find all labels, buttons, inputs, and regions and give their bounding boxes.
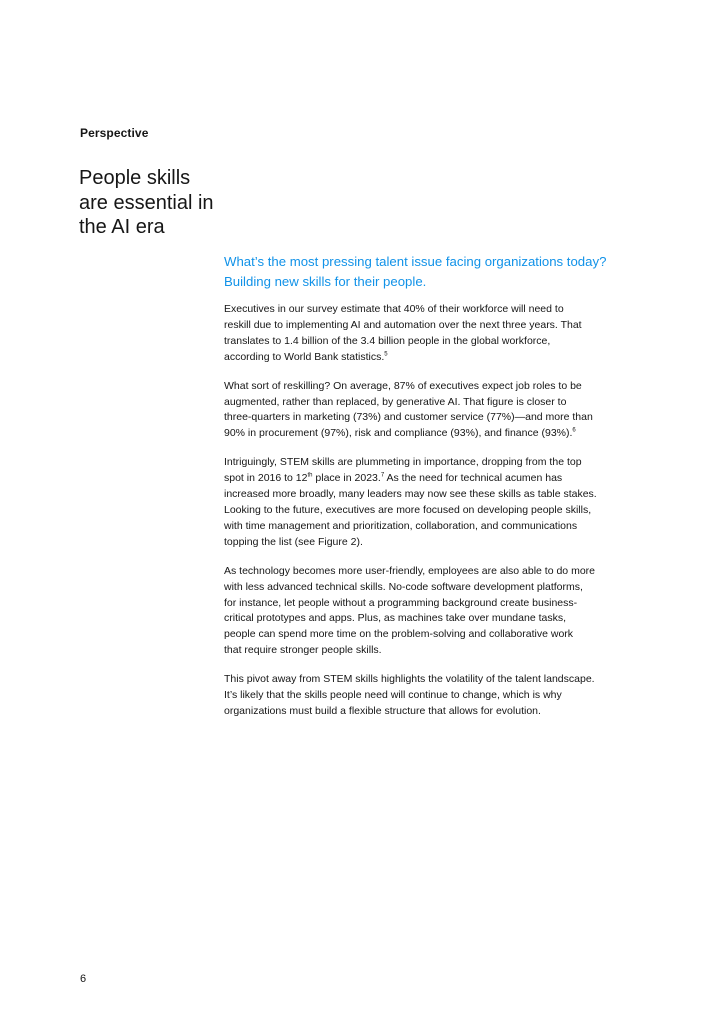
page-title — [79, 166, 229, 240]
text-line — [224, 471, 624, 487]
text-line — [224, 350, 624, 366]
paragraph-talent-volatility — [224, 672, 624, 720]
text-line: critical prototypes and apps. Plus, as machines take over mundane tasks, — [224, 612, 567, 625]
text-line: with less advanced technical skills. No-code software development platforms, — [224, 580, 583, 593]
paragraph-user-friendly-tech — [224, 564, 624, 659]
text-line: for instance, let people without a programming background create business- — [224, 596, 578, 609]
paragraph-stem-skills — [224, 455, 624, 550]
text-fragment: place in 2023. — [312, 472, 381, 485]
text-line: people can spend more time on the problem-solving and collaborative work — [224, 628, 574, 641]
text-fragment: according to World Bank statistics. — [224, 350, 385, 363]
intro-lead — [224, 252, 624, 291]
body-text — [224, 302, 624, 733]
section-label: Perspective — [80, 126, 149, 140]
page-number: 6 — [80, 973, 87, 985]
text-fragment: 90% in procurement (97%), risk and compliance (93%), and finance (93%). — [224, 427, 573, 440]
footnote-ref: 7 — [380, 472, 385, 479]
intro-line: Building new skills for their people. — [224, 273, 427, 289]
title-line: People skills — [79, 167, 191, 189]
text-line: Executives in our survey estimate that 40% of their workforce will need to — [224, 303, 564, 315]
title-line: the AI era — [79, 216, 165, 238]
text-line: that require stronger people skills. — [224, 644, 382, 657]
text-line: increased more broadly, many leaders may now see these skills as table stakes. — [224, 488, 597, 501]
text-line: augmented, rather than replaced, by generative AI. That figure is closer to — [224, 395, 567, 408]
text-line — [224, 426, 624, 442]
text-line: As technology becomes more user-friendly, employees are also able to do more — [224, 564, 595, 577]
text-line: topping the list (see Figure 2). — [224, 535, 363, 548]
text-fragment: spot in 2016 to 12 — [224, 472, 308, 485]
text-line: with time management and prioritization, collaboration, and communications — [224, 519, 578, 532]
text-line: reskill due to implementing AI and automation over the next three years. That — [224, 318, 582, 331]
text-line: organizations must build a flexible structure that allows for evolution. — [224, 704, 541, 717]
text-line: It’s likely that the skills people need will continue to change, which is why — [224, 689, 562, 702]
text-line: three-quarters in marketing (73%) and customer service (77%)—and more than — [224, 411, 593, 424]
text-line: translates to 1.4 billion of the 3.4 billion people in the global workforce, — [224, 334, 551, 347]
footnote-ref: 5 — [384, 351, 388, 358]
intro-line: What’s the most pressing talent issue facing organizations today? — [224, 254, 607, 269]
text-line: What sort of reskilling? On average, 87% of executives expect job roles to be — [224, 379, 582, 392]
text-line: This pivot away from STEM skills highlights the volatility of the talent landscape. — [224, 673, 595, 686]
paragraph-reskilling-estimate — [224, 302, 624, 366]
text-fragment: As the need for technical acumen has — [384, 472, 563, 485]
paragraph-augmented-roles — [224, 379, 624, 443]
title-line: are essential in — [79, 191, 214, 214]
text-line: Intriguingly, STEM skills are plummeting in importance, dropping from the top — [224, 456, 582, 469]
text-line: Looking to the future, executives are more focused on developing people skills, — [224, 503, 592, 516]
footnote-ref: 6 — [572, 427, 576, 434]
ordinal-suffix: th — [307, 472, 313, 479]
